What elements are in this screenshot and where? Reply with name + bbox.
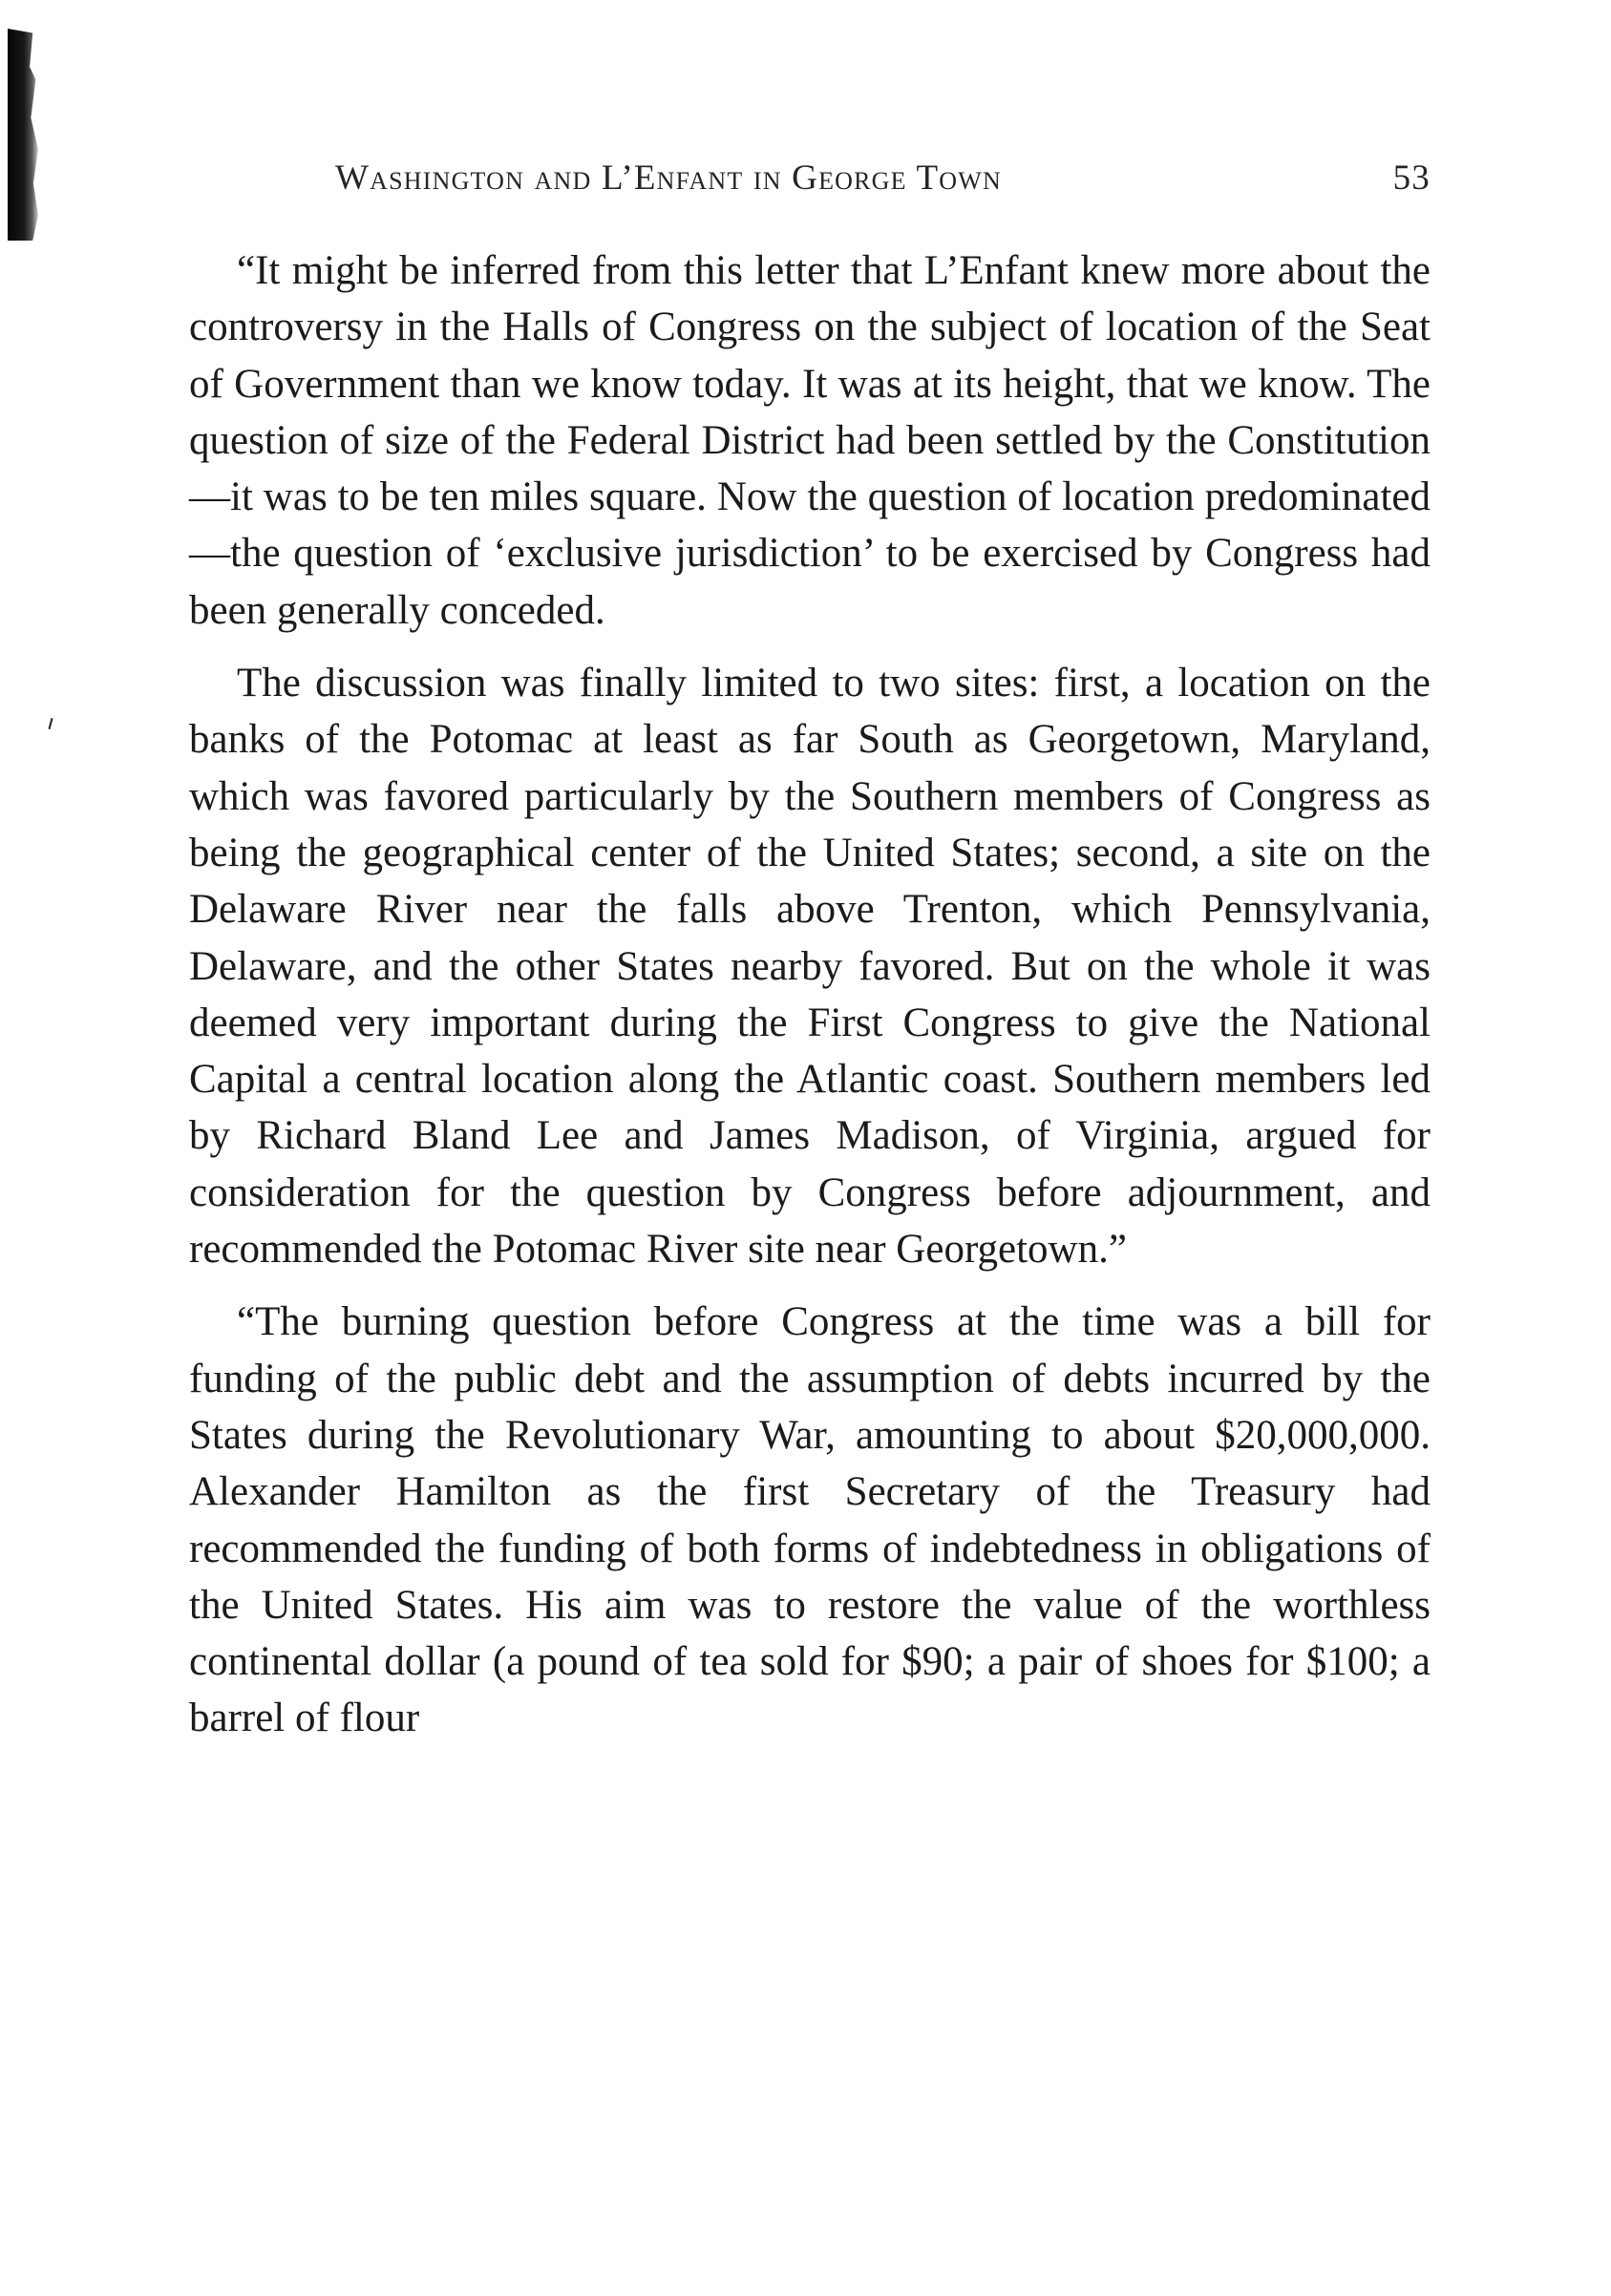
- paragraph: “It might be inferred from this letter that L’Enfant knew more about the controversy in the Halls of Congress on the subject of location of the Seat of Government than we know today. It was at its height, that we know. The question of size of the Federal District had been settled by the Constitution—it was to be ten miles square. Now the question of location predominated—the question of ‘exclusive jurisdiction’ to be exercised by Congress had been generally conceded.: [189, 248, 1431, 633]
- running-title: Washington and L’Enfant in George Town: [335, 158, 1002, 198]
- page-number: 53: [1392, 158, 1431, 198]
- page-header: [189, 153, 1431, 204]
- paragraph: The discussion was finally limited to two sites: first, a location on the banks of the Potomac at least as far South as Georgetown, Maryland, which was favored particularly by the Southern members of Congress as being the geographical center of the United States; second, a site on the Delaware River near the falls above Trenton, which Pennsylvania, Delaware, and the other States nearby favored. But on the whole it was deemed very important during the First Congress to give the National Capital a central location along the Atlantic coast. Southern members led by Richard Bland Lee and James Madison, of Virginia, argued for consideration for the question by Congress before adjournment, and recommended the Potomac River site near Georgetown.”: [189, 661, 1431, 1273]
- body-text: [189, 242, 1431, 1763]
- scan-edge-mark: [8, 29, 38, 241]
- margin-mark: [48, 718, 53, 729]
- paragraph: “The burning question before Congress at the time was a bill for funding of the public debt and the assumption of debts incurred by the States during the Revolutionary War, amounting to about $20,000,000. Alexander Hamilton as the first Secretary of the Treasury had recommended the funding of both forms of indebtedness in obligations of the United States. His aim was to restore the value of the worthless continental dollar (a pound of tea sold for $90; a pair of shoes for $100; a barrel of flour: [189, 1299, 1431, 1741]
